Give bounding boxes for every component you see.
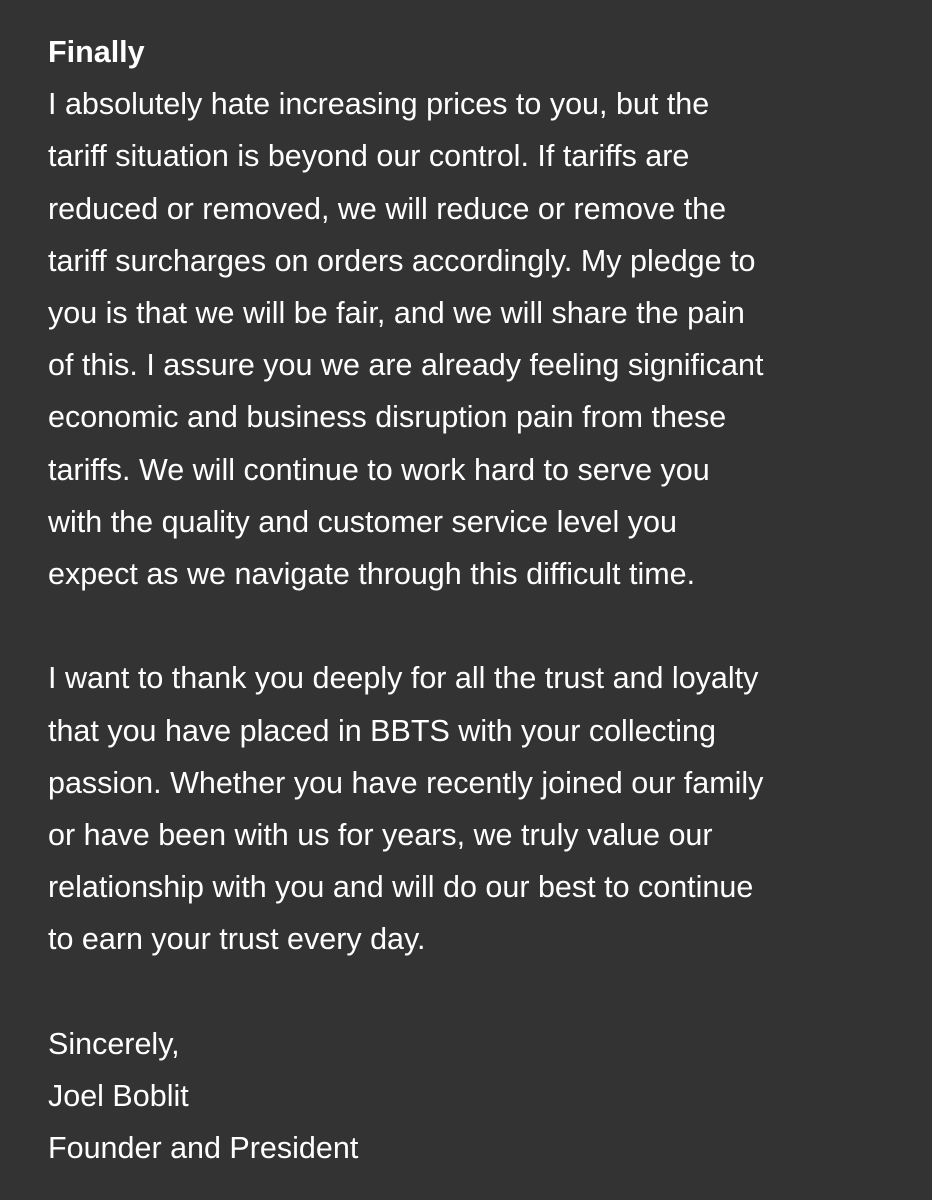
signer-title: Founder and President (48, 1131, 359, 1166)
signer-name: Joel Boblit (48, 1079, 189, 1114)
text-line: with the quality and customer service level you (48, 504, 677, 539)
text-line: economic and business disruption pain from these (48, 400, 727, 435)
paragraph-price-increase (48, 78, 892, 600)
text-line: tariff situation is beyond our control. If tariffs are (48, 139, 690, 174)
text-line: I want to thank you deeply for all the trust and loyalty (48, 661, 759, 696)
text-line: passion. Whether you have recently joined our family (48, 765, 764, 800)
text-line: reduced or removed, we will reduce or remove the (48, 191, 727, 226)
text-line: that you have placed in BBTS with your collecting (48, 713, 716, 748)
text-line: or have been with us for years, we truly value our (48, 818, 713, 853)
text-line: you is that we will be fair, and we will share the pain (48, 296, 745, 331)
text-line: to earn your trust every day. (48, 922, 426, 957)
letter-heading: Finally (48, 35, 145, 69)
text-line: expect as we navigate through this difficult time. (48, 557, 696, 592)
paragraph-spacer (48, 600, 892, 652)
text-line: of this. I assure you we are already feeling significant (48, 348, 764, 383)
paragraph-thank-you (48, 652, 892, 965)
text-line: I absolutely hate increasing prices to you, but the (48, 87, 710, 122)
text-line: tariff surcharges on orders accordingly. My pledge to (48, 243, 756, 278)
paragraph-spacer (48, 966, 892, 1018)
signature-block (48, 1018, 892, 1175)
closing-salutation: Sincerely, (48, 1026, 180, 1061)
text-line: relationship with you and will do our best to continue (48, 870, 754, 905)
text-line: tariffs. We will continue to work hard to serve you (48, 452, 710, 487)
